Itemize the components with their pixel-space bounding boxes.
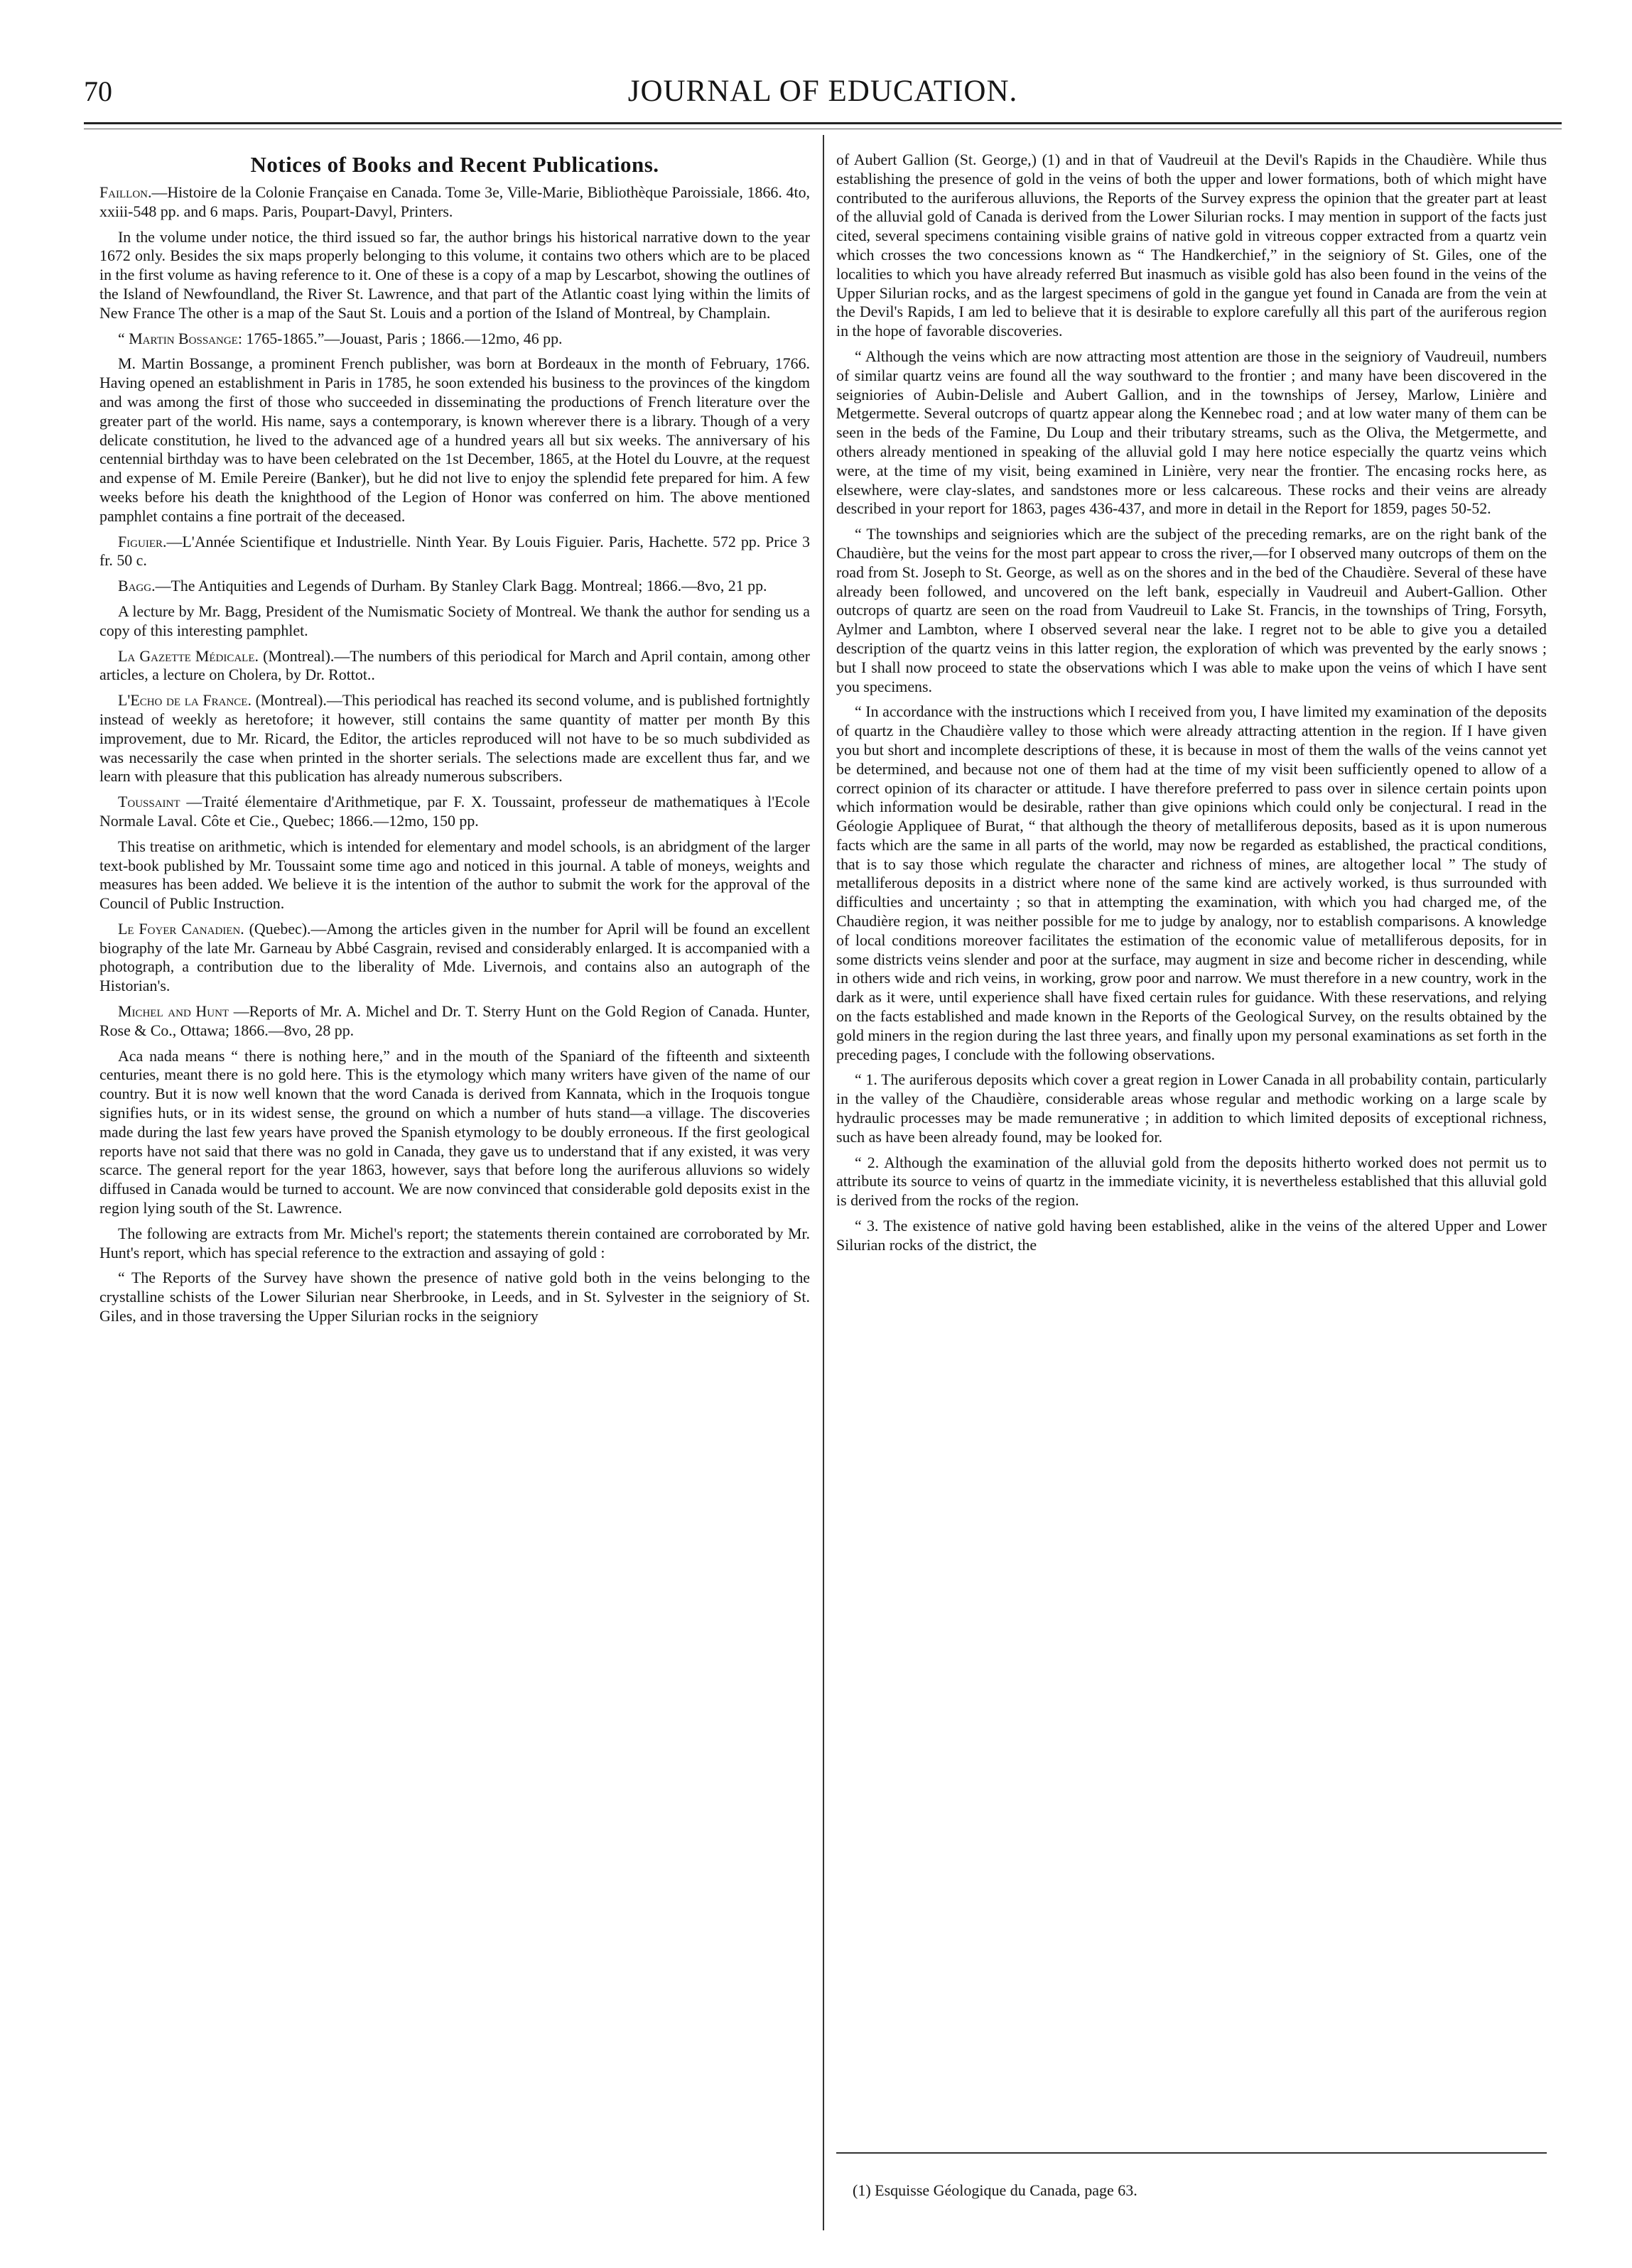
notice-body: (Montreal).—This periodical has reached its second volume, and is published fortnightly instead of weekly as heretofore; it however, still contains the same quantity of matter per month By this improvement, due to Mr. Ricard, the Editor, the articles reproduced will not have to be so much subdivided as was necessarily the case when printed in the shorter serials. The selections made are excellent thus far, and we learn with pleasure that this publication has already numerous subscribers.	[99, 691, 810, 786]
notice-author: Toussaint	[118, 793, 180, 811]
page-header	[84, 74, 1562, 109]
notice-citation	[99, 533, 810, 571]
report-paragraph: “ 3. The existence of native gold having been established, alike in the veins of the altered Upper and Lower Silurian rocks of the district, the	[836, 1217, 1547, 1254]
notice-author: Faillon.	[99, 183, 152, 201]
running-title: JOURNAL OF EDUCATION.	[627, 75, 1018, 108]
report-paragraph: “ The townships and seigniories which are the subject of the preceding remarks, are on the right bank of the Chaudière, but the veins for the most part appear to cross the river,—for I observed many outcrops of them on the road from St. Joseph to St. George, as well as on the shores and in the bed of the Chaudière. Several of these have already been followed, and uncovered on the left bank, especially in Vaudreuil and Aubert-Gallion. Other outcrops of quartz are seen on the road from Vaudreuil to Lake St. Francis, in the townships of Tring, Forsyth, Aylmer and Lambton, where I observed several near the lake. I regret not to be able to give you a detailed description of the quartz veins in this latter region, the exploration of which was prevented by the early snows ; but I shall now proceed to state the observations which I was able to make upon the veins of which I have sent you specimens.	[836, 525, 1547, 695]
notice-author: Figuier.	[118, 532, 167, 550]
page-number: 70	[84, 75, 112, 107]
notice-body: (Quebec).—Among the articles given in the number for April will be found an excellent biography of the late Mr. Garneau by Abbé Casgrain, revised and considerably enlarged. It is accompanied with a photograph, a contribution due to the liberality of Mde. Livernois, and contains also an autograph of the Historian's.	[99, 919, 810, 995]
notice-citation	[99, 330, 810, 349]
footnote: (1) Esquisse Géologique du Canada, page 63.	[853, 2181, 1137, 2199]
left-column	[99, 151, 810, 2253]
notice-toussaint	[99, 793, 810, 913]
notice-text	[99, 647, 810, 685]
notice-text	[99, 920, 810, 996]
notice-text: A lecture by Mr. Bagg, President of the Numismatic Society of Montreal. We thank the author for sending us a copy of this interesting pamphlet.	[99, 602, 810, 639]
notice-bagg	[99, 577, 810, 640]
notice-text	[99, 691, 810, 786]
citation-text: —Traité élementaire d'Arithmetique, par F. X. Toussaint, professeur de mathematiques à l'Ecole Normale Laval. Côte et Cie., Quebec; 1866.—12mo, 150 pp.	[99, 793, 810, 830]
notice-author: L'Echo de la France.	[118, 691, 252, 710]
column-divider	[823, 135, 824, 2230]
report-paragraph: “ 2. Although the examination of the alluvial gold from the deposits hitherto worked does not permit us to attribute its source to veins of quartz in the immediate vicinity, it is nevertheless established that this alluvial gold is derived from the rocks of the region.	[836, 1153, 1547, 1210]
notice-text: “ The Reports of the Survey have shown the presence of native gold both in the veins belonging to the crystalline schists of the Lower Silurian near Sherbrooke, in Leeds, and in St. Sylvester in the seigniory of St. Giles, and in those traversing the Upper Silurian rocks in the seigniory	[99, 1269, 810, 1325]
citation-text: —The Antiquities and Legends of Durham. By Stanley Clark Bagg. Montreal; 1866.—8vo, 21 pp.	[155, 577, 767, 595]
notice-text: M. Martin Bossange, a prominent French publisher, was born at Bordeaux in the month of February, 1766. Having opened an establishment in Paris in 1785, he soon extended his business to the provinces of the kingdom and was among the first of those who succeeded in disseminating the productions of French literature over the greater part of the world. His name, says a contemporary, is known wherever there is a library. Though of a very delicate constitution, he lived to the advanced age of a hundred years all but six weeks. The anniversary of his centennial birthday was to have been celebrated on the 1st December, 1865, at the Hotel du Louvre, at the request and expense of M. Emile Pereire (Banker), but he did not live to enjoy the splendid fete prepared for him. A few weeks before his death the knighthood of the Legion of Honor was conferred on him. The above mentioned pamphlet contains a fine portrait of the deceased.	[99, 354, 810, 525]
report-paragraph: “ In accordance with the instructions which I received from you, I have limited my examination of the deposits of quartz in the Chaudière valley to those which were already attracting attention in the region. If I have given you but short and incomplete descriptions of these, it is because in most of them the walls of the veins cannot yet be determined, and because not one of them had at the time of my visit been sufficiently opened to allow of a correct opinion of its character or attitude. I have therefore preferred to pass over in silence certain points upon which information would be desirable, rather than give opinions which could only be conjectural. I read in the Géologie Appliquee of Burat, “ that although the theory of metalliferous deposits, based as it is upon numerous facts which are the same in all parts of the world, may now be regarded as established, the practical conditions, that is to say those which regulate the character and richness of mines, are altogether local ” The study of metalliferous deposits in a district where none of the same kind are actively worked, is thus surrounded with difficulties and uncertainty ; so that in attempting the examination, with which you had charged me, of the Chaudière region, it was neither possible for me to judge by analogy, nor to establish comparisons. A knowledge of local conditions moreover facilitates the estimation of the economic value of metalliferous deposits, for in some districts veins slender and poor at the surface, may augment in size and become richer in descending, while in others wide and rich veins, in working, grow poor and narrow. We must therefore in a new country, work in the dark as it were, until experience shall have fixed certain rules for guidance. With these reservations, and relying on the facts established and made known in the Reports of the Geological Survey, on the results obtained by the gold miners in the region during the last three years, and finally upon my personal examinations as set forth in the preceding pages, I conclude with the following observations.	[836, 702, 1547, 1063]
notice-author: Le Foyer Canadien.	[118, 919, 244, 938]
citation-text: —Reports of Mr. A. Michel and Dr. T. Sterry Hunt on the Gold Region of Canada. Hunter, Rose & Co., Ottawa; 1866.—8vo, 28 pp.	[99, 1002, 810, 1039]
notice-michel-hunt	[99, 1002, 810, 1326]
citation-text: —Histoire de la Colonie Française en Canada. Tome 3e, Ville-Marie, Bibliothèque Paroissiale, 1866. 4to, xxiii-548 pp. and 6 maps. Paris, Poupart-Davyl, Printers.	[99, 183, 810, 220]
notice-figuier	[99, 533, 810, 571]
notice-gazette-medicale	[99, 647, 810, 685]
section-title: Notices of Books and Recent Publications.	[250, 152, 659, 177]
notice-citation	[99, 1002, 810, 1041]
header-rule	[84, 122, 1562, 129]
notice-text: Aca nada means “ there is nothing here,” and in the mouth of the Spaniard of the fifteenth and sixteenth centuries, meant there is no gold here. This is the etymology which many writers have given of the name of our country. But it is now well known that the word Canada is derived from Kannata, which in the Iroquois tongue signifies huts, or in its widest sense, the ground on which a number of huts stand—a village. The discoveries made during the last few years have proved the Spanish etymology to be doubly erroneous. If the first geological reports have not said that there was no gold in Canada, they gave us to understand that if any existed, it was very scarce. The general report for the year 1863, however, says that before long the auriferous alluvions so widely diffused in Canada would be turned to account. We are now convinced that considerable gold deposits exist in the region lying south of the St. Lawrence.	[99, 1046, 810, 1217]
notice-echo-de-la-france	[99, 691, 810, 786]
notice-author: La Gazette Médicale.	[118, 646, 259, 665]
notice-citation	[99, 577, 810, 596]
report-paragraph: of Aubert Gallion (St. George,) (1) and in that of Vaudreuil at the Devil's Rapids in the Chaudière. While thus establishing the presence of gold in the veins of both the upper and lower formations, both of which might have contributed to the auriferous alluvions, the Reports of the Survey express the opinion that the greater part at least of the alluvial gold of Canada is derived from the Lower Silurian rocks. I may mention in support of the facts just cited, several specimens containing visible grains of native gold in vitreous copper extracted from a quartz vein which crosses the two concessions known as “ The Handkerchief,” in the seigniory of St. Giles, one of the localities to which you have already referred But inasmuch as visible gold has also been found in the veins of the Upper Silurian rocks, and as the largest specimens of gold in the gangue yet found in Canada are from the vein at the Devil's Rapids, I am led to believe that it is desirable to explore carefully all this part of the auriferous region in the hope of favorable discoveries.	[836, 151, 1547, 340]
right-column	[836, 151, 1547, 2129]
notice-author: “ Martin Bossange:	[118, 329, 242, 347]
notice-body: (Montreal).—The numbers of this periodical for March and April contain, among other articles, a lecture on Cholera, by Dr. Rottot..	[99, 646, 810, 684]
notice-citation	[99, 183, 810, 222]
citation-text: —L'Année Scientifique et Industrielle. Ninth Year. By Louis Figuier. Paris, Hachette. 572 pp. Price 3 fr. 50 c.	[99, 532, 810, 570]
notice-citation	[99, 793, 810, 831]
notice-faillon	[99, 183, 810, 323]
notice-text: The following are extracts from Mr. Michel's report; the statements therein contained are corroborated by Mr. Hunt's report, which has special reference to the extraction and assaying of gold :	[99, 1224, 810, 1261]
report-paragraph: “ Although the veins which are now attracting most attention are those in the seigniory of Vaudreuil, numbers of similar quartz veins are found all the way southward to the frontier ; and many have been discovered in the seigniories of Aubin-Delisle and Aubert Gallion, and in the townships of Jersey, Marlow, Linière and Metgermette. Several outcrops of quartz appear along the Kennebec road ; and at low water many of them can be seen in the beds of the Famine, Du Loup and their tributary streams, such as the Oliva, the Metgermette, and others already mentioned in speaking of the alluvial gold I may here notice especially the quartz veins which were, at the time of my visit, being examined in Linière, very near the frontier. The encasing rocks here, as elsewhere, were clay-slates, and sandstones more or less calcareous. These rocks and their veins are already described in your report for 1863, pages 436-437, and more in detail in the Report for 1859, pages 50-52.	[836, 347, 1547, 518]
notice-author: Michel and Hunt	[118, 1002, 229, 1021]
notice-bossange	[99, 330, 810, 526]
notice-text: In the volume under notice, the third issued so far, the author brings his historical narrative down to the year 1672 only. Besides the six maps properly belonging to this volume, it contains two others which are to be placed in the first volume as having reference to it. One of these is a copy of a map by Lescarbot, showing the outlines of the Island of Newfoundland, the River St. Lawrence, and that part of the Atlantic coast lying within the limits of New France The other is a map of the Saut St. Louis and a portion of the Island of Montreal, by Champlain.	[99, 227, 810, 322]
report-paragraph: “ 1. The auriferous deposits which cover a great region in Lower Canada in all probability contain, particularly in the valley of the Chaudière, considerable areas whose regular and methodic working on a large scale by hydraulic processes may be made remunerative ; in addition to which limited deposits of exceptional richness, such as have been already found, may be looked for.	[836, 1070, 1547, 1146]
footnote-rule	[836, 2152, 1547, 2154]
citation-text: 1765-1865.”—Jouast, Paris ; 1866.—12mo, 46 pp.	[242, 329, 563, 347]
notice-foyer-canadien	[99, 920, 810, 996]
notice-author: Bagg.	[118, 577, 156, 595]
notice-text: This treatise on arithmetic, which is intended for elementary and model schools, is an abridgment of the larger text-book published by Mr. Toussaint some time ago and noticed in this journal. A table of moneys, weights and measures has been added. We believe it is the intention of the author to submit the work for the approval of the Council of Public Instruction.	[99, 837, 810, 913]
